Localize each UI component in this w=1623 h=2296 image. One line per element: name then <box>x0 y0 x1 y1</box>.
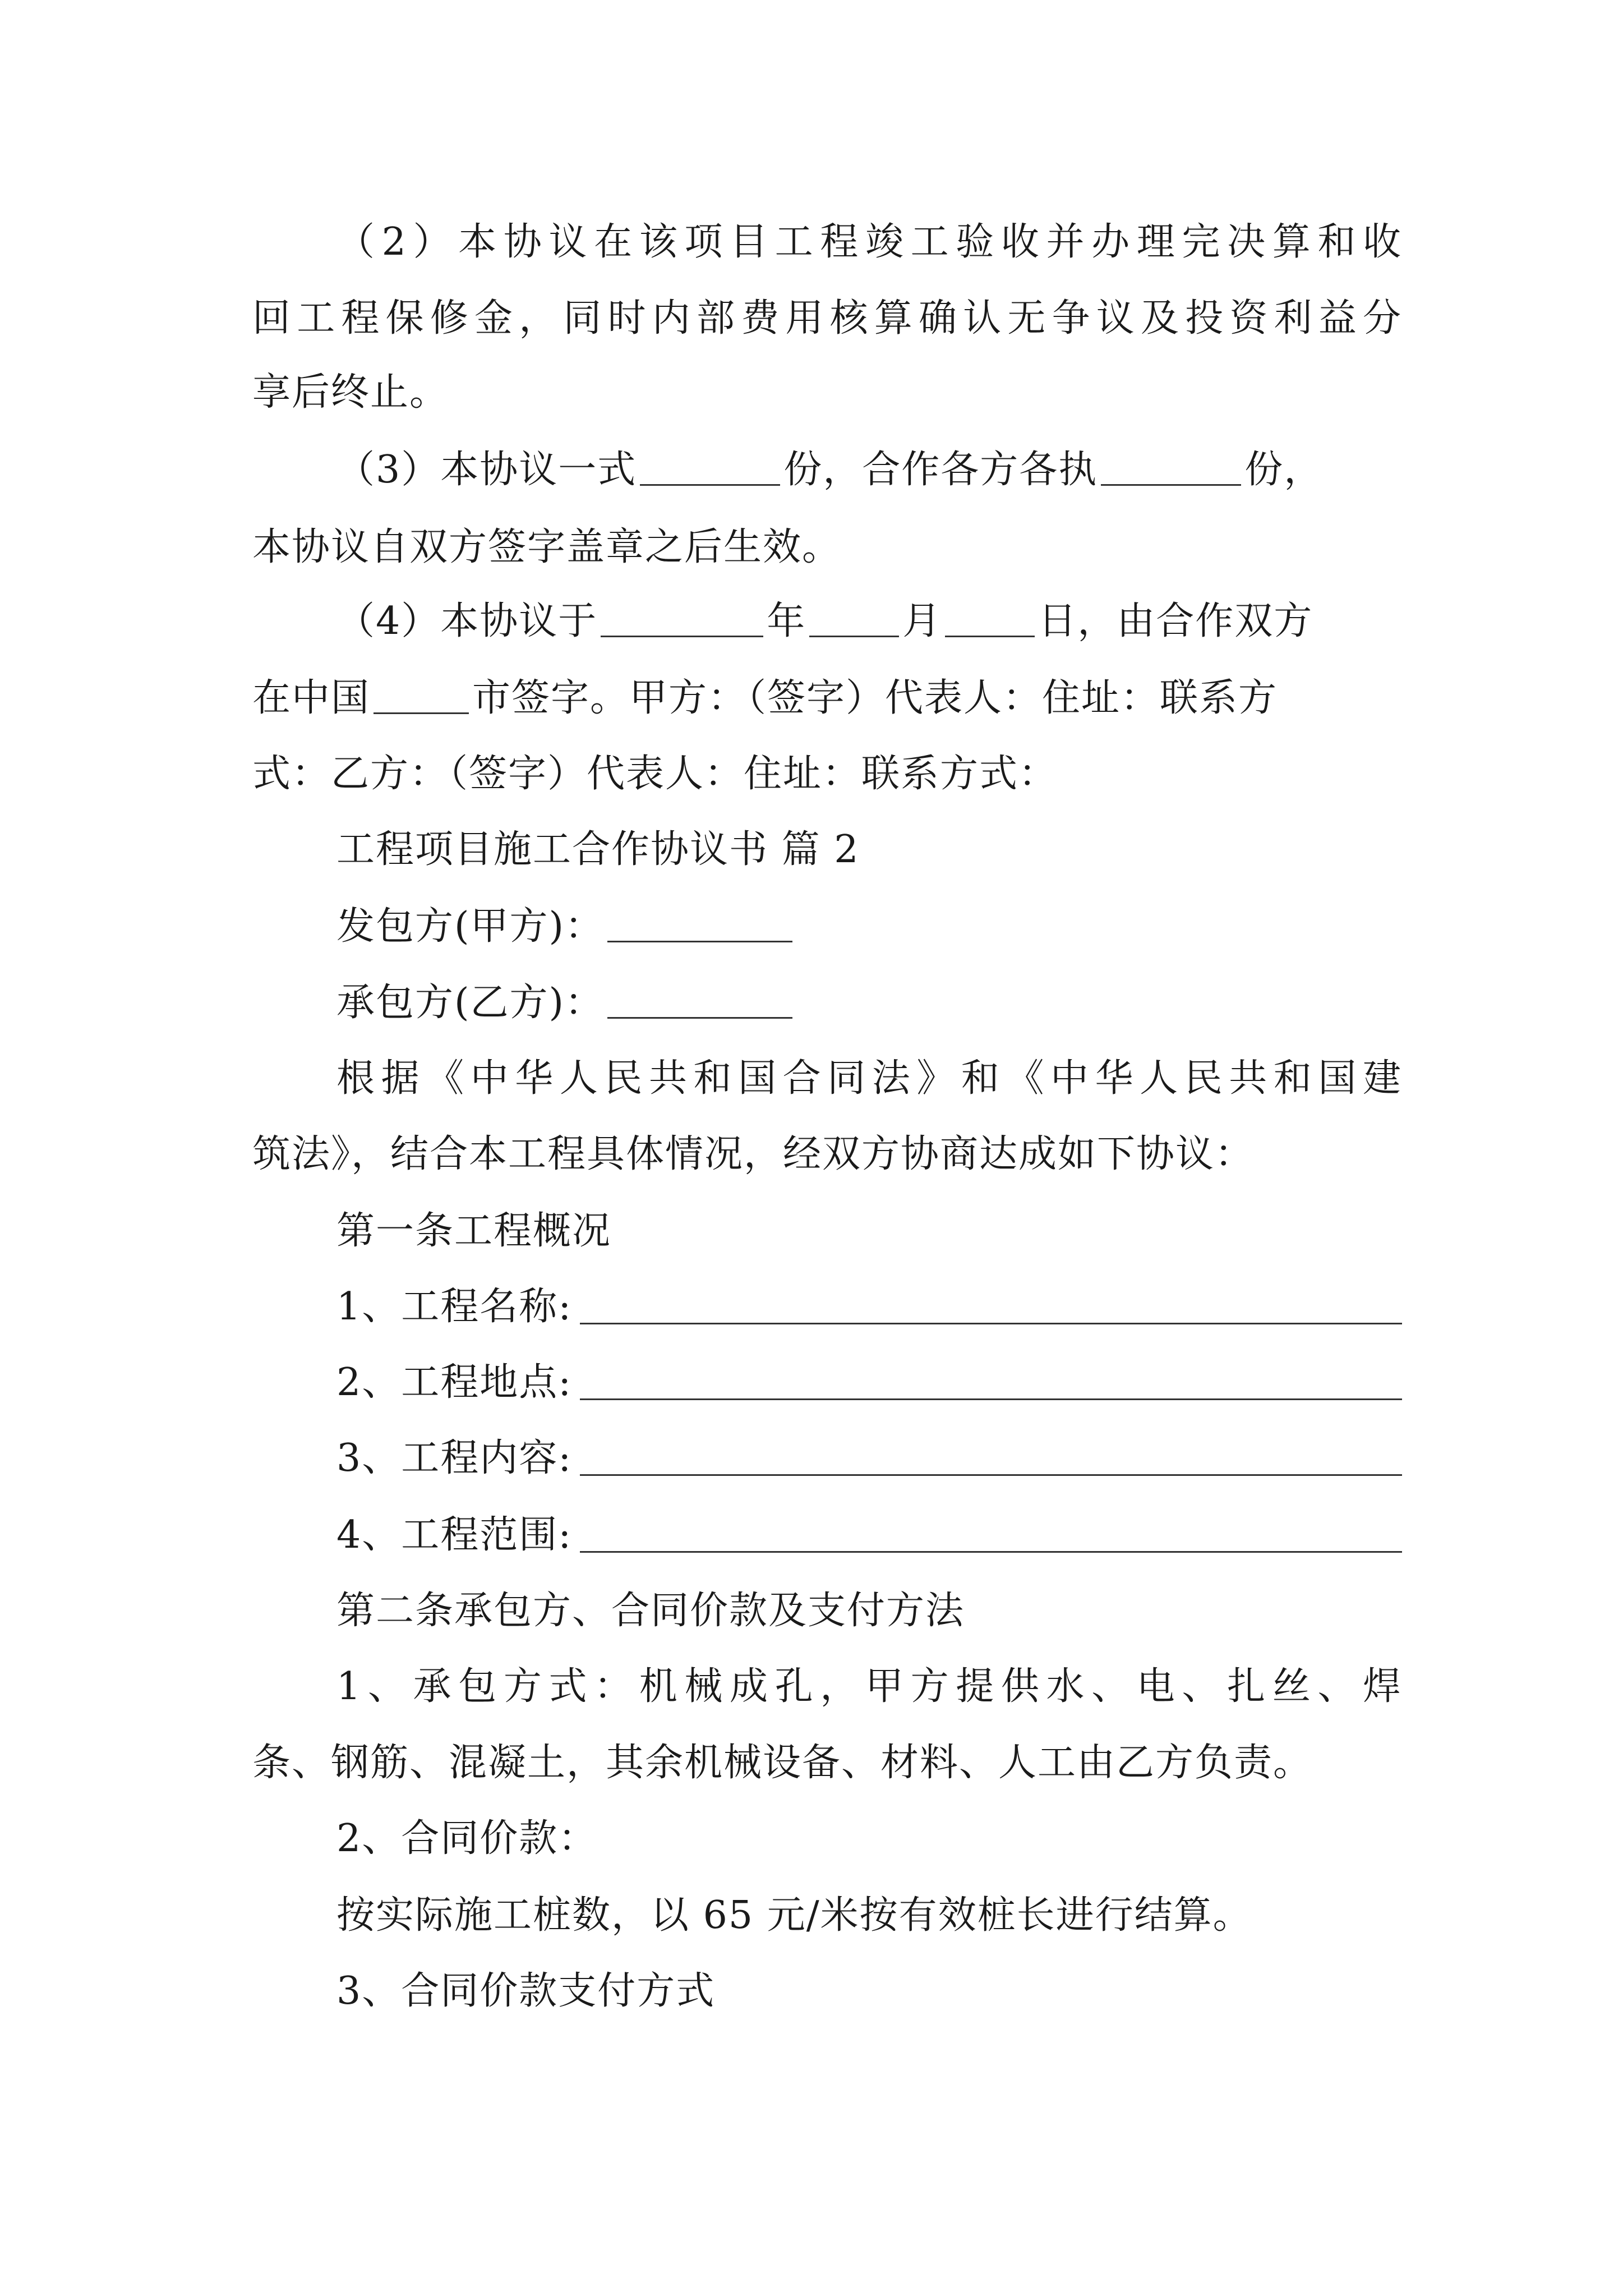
text-segment: （4）本协议于 <box>336 599 598 643</box>
text-segment: 市签字。甲方：（签字）代表人：住址：联系方 <box>472 676 1278 720</box>
article-heading: 第一条工程概况 <box>336 1209 612 1253</box>
text-segment: 在中国 <box>252 676 371 720</box>
text-segment: 年 <box>767 599 806 643</box>
paragraph-line: 按实际施工桩数，以 65 元/米按有效桩长进行结算。 <box>336 1893 1252 1938</box>
paragraph-line <box>336 593 1402 650</box>
paragraph-line: 式：乙方：（签字）代表人：住址：联系方式： <box>252 752 1058 796</box>
field-row <box>336 1430 1402 1487</box>
paragraph-line <box>252 670 1402 726</box>
paragraph-line: （2）本协议在该项目工程竣工验收并办理完决算和收 <box>336 220 1402 264</box>
field-row <box>336 1279 1402 1335</box>
field-label: 1、工程名称: <box>336 1285 573 1329</box>
field-row <box>336 1507 1402 1563</box>
field-label: 2、工程地点: <box>336 1360 573 1405</box>
text-segment: 份， <box>1244 448 1324 492</box>
party-a-line <box>336 899 1402 955</box>
field-row <box>336 1355 1402 1411</box>
article-heading: 第二条承包方、合同价款及支付方法 <box>336 1589 965 1633</box>
paragraph-line: 回工程保修金，同时内部费用核算确认无争议及投资利益分 <box>252 296 1402 341</box>
blank-line <box>809 596 899 637</box>
blank-line <box>607 901 792 942</box>
blank-line <box>640 445 780 486</box>
blank-line <box>601 596 763 637</box>
paragraph-line: 条、钢筋、混凝土，其余机械设备、材料、人工由乙方负责。 <box>252 1741 1313 1785</box>
paragraph-line: 1、承包方式：机械成孔，甲方提供水、电、扎丝、焊 <box>336 1664 1402 1709</box>
paragraph-line <box>336 442 1402 498</box>
field-label: 3、工程内容: <box>336 1436 573 1480</box>
blank-line <box>945 596 1035 637</box>
text-segment: （3）本协议一式 <box>336 448 637 492</box>
paragraph-line: 3、合同价款支付方式 <box>336 1969 716 2013</box>
paragraph-line: 根据《中华人民共和国合同法》和《中华人民共和国建 <box>336 1056 1402 1101</box>
blank-line <box>1101 445 1241 486</box>
text-segment: 份，合作各方各执 <box>783 448 1098 492</box>
blank-line <box>580 1359 1402 1400</box>
paragraph-line: 享后终止。 <box>252 370 449 415</box>
blank-line <box>580 1435 1402 1476</box>
section-title: 工程项目施工合作协议书 篇 2 <box>336 827 860 872</box>
party-b-line <box>336 975 1402 1031</box>
paragraph-line: 筑法》，结合本工程具体情况，经双方协商达成如下协议： <box>252 1132 1255 1176</box>
party-b-label: 承包方(乙方)： <box>336 981 605 1025</box>
blank-line <box>580 1512 1402 1553</box>
text-segment: 月 <box>902 599 942 643</box>
party-a-label: 发包方(甲方)： <box>336 904 605 949</box>
paragraph-line: 2、合同价款： <box>336 1816 598 1861</box>
text-segment: 日，由合作双方 <box>1038 599 1313 643</box>
blank-line <box>580 1283 1402 1324</box>
paragraph-line: 本协议自双方签字盖章之后生效。 <box>252 525 842 569</box>
field-label: 4、工程范围: <box>336 1513 573 1557</box>
blank-line <box>374 673 469 714</box>
blank-line <box>607 978 792 1019</box>
